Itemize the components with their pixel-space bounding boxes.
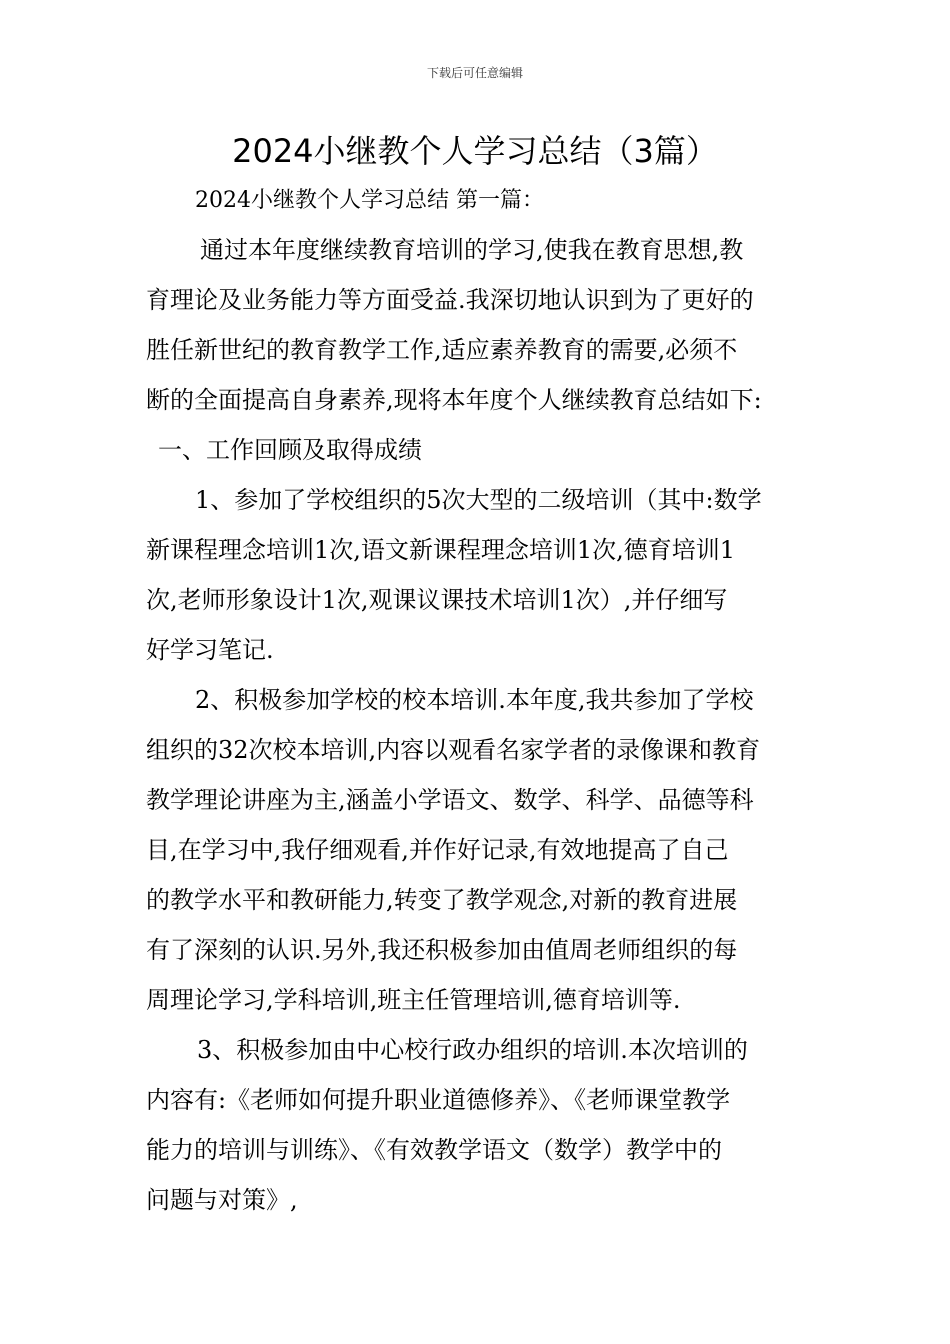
paragraph-line: 能力的培训与训练》、《有效教学语文（数学）教学中的 [146, 1136, 722, 1164]
paragraph-line: 问题与对策》, [146, 1186, 298, 1214]
header-note: 下载后可任意编辑 [426, 66, 523, 80]
paragraph-line: 组织的32次校本培训,内容以观看名家学者的录像课和教育 [146, 736, 761, 764]
paragraph-line: 新课程理念培训1次,语文新课程理念培训1次,德育培训1 [146, 536, 736, 564]
paragraph-line: 通过本年度继续教育培训的学习,使我在教育思想,教 [200, 236, 744, 264]
paragraph-line: 断的全面提高自身素养,现将本年度个人继续教育总结如下: [146, 386, 762, 414]
paragraph-line: 育理论及业务能力等方面受益.我深切地认识到为了更好的 [146, 286, 754, 314]
paragraph-line: 次,老师形象设计1次,观课议课技术培训1次）,并仔细写 [146, 586, 728, 614]
paragraph-line: 的教学水平和教研能力,转变了教学观念,对新的教育进展 [146, 886, 738, 914]
paragraph-line: 1、参加了学校组织的5次大型的二级培训（其中:数学 [195, 486, 762, 514]
paragraph-line: 有了深刻的认识.另外,我还积极参加由值周老师组织的每 [146, 936, 738, 964]
paragraph-line: 目,在学习中,我仔细观看,并作好记录,有效地提高了自己 [146, 836, 729, 864]
document-title: 2024小继教个人学习总结（3篇） [232, 132, 718, 170]
paragraph-line: 胜任新世纪的教育教学工作,适应素养教育的需要,必须不 [146, 336, 738, 364]
section-subtitle: 2024小继教个人学习总结 第一篇： [195, 188, 544, 213]
paragraph-line: 内容有:《老师如何提升职业道德修养》、《老师课堂教学 [146, 1086, 731, 1114]
paragraph-line: 周理论学习,学科培训,班主任管理培训,德育培训等. [146, 986, 681, 1014]
paragraph-line: 教学理论讲座为主,涵盖小学语文、数学、科学、品德等科 [146, 786, 754, 814]
paragraph-line: 好学习笔记. [146, 636, 274, 664]
section-heading: 一、工作回顾及取得成绩 [158, 436, 422, 464]
paragraph-line: 2、积极参加学校的校本培训.本年度,我共参加了学校 [195, 686, 754, 714]
paragraph-line: 3、积极参加由中心校行政办组织的培训.本次培训的 [197, 1036, 748, 1064]
